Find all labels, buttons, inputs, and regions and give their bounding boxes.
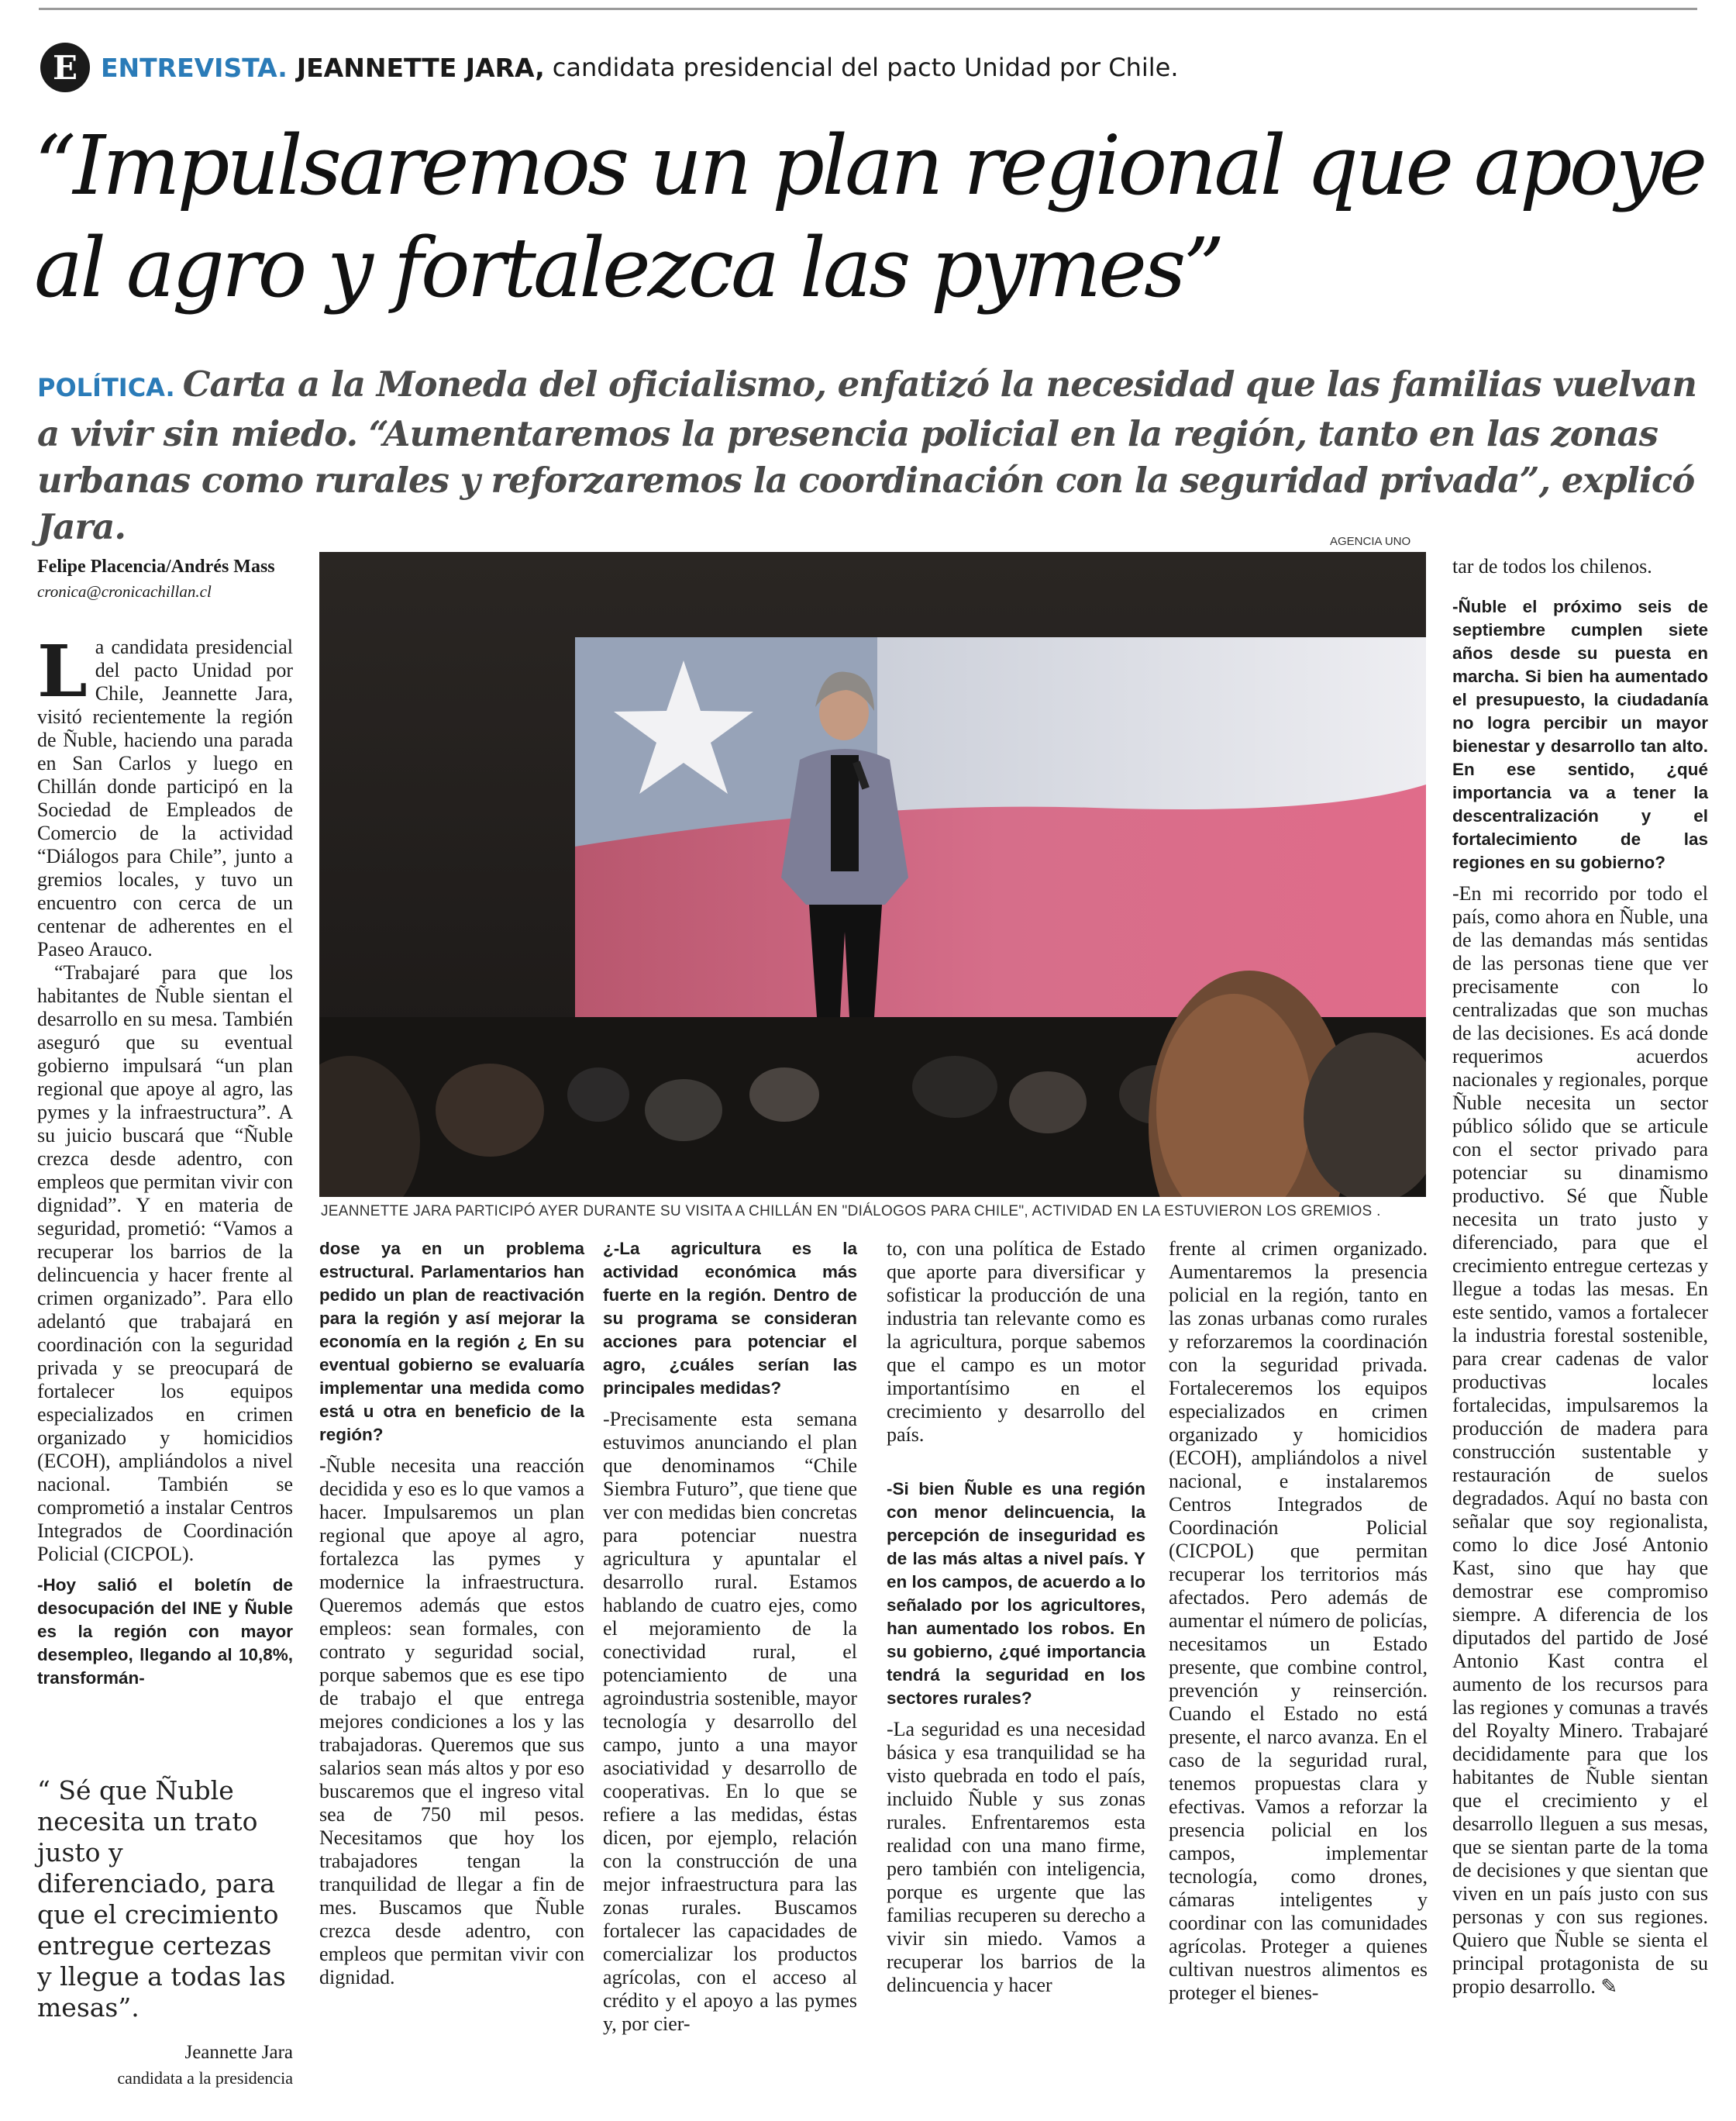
dropcap: L bbox=[37, 629, 88, 713]
col5-answer: frente al crimen organizado. Aumentaremos la presencia policial en la región, tanto en las zonas urbanas como rurales y reforzaremos la coordinación con la seguridad privada. Fortaleceremos los equipos especializados en crimen organizado y homicidios (ECOH), ampliándolos a nivel nacional, e instalaremos Centros Integrados de Coordinación Policial (CICPOL) que permitan recuperar los territorios más afectados. Pero además de aumentar el número de policías, necesitamos un Estado presente, que combine control, prevención y reinserción. Cuando el Estado no está presente, el narco avanza. En el caso de la seguridad rural, tenemos propuestas clara y efectivas. Vamos a reforzar la presencia policial en los campos, implementar tecnología, como drones, cámaras inteligentes y coordinar con las comunidades agrícolas. Proteger a quienes cultivan nuestros alimentos es proteger el bienes- bbox=[1169, 1237, 1428, 2004]
headline: “Impulsaremos un plan regional que apoye al agro y fortalezca las pymes” bbox=[34, 118, 1705, 316]
pull-quote-text: “ Sé que Ñuble necesita un trato justo y diferenciado, para que el crecimiento entregue certezas y llegue a todas las mesas”. bbox=[37, 1775, 286, 2023]
photo-credit: AGENCIA UNO bbox=[1330, 535, 1411, 548]
col6-answer-1: tar de todos los chilenos. bbox=[1452, 555, 1652, 578]
end-mark-icon: ✎ bbox=[1600, 1975, 1618, 1998]
col3-answer: -Precisamente esta semana estuvimos anunciando el plan que denominamos “Chile Siembra Futuro”, que tiene que ver con medidas bien concretas para potenciar nuestra agricultura y apuntalar el desarrollo rural. Estamos hablando de cuatro ejes, como el mejoramiento de la conectividad rural, el potenciamiento de una agroindustria sostenible, mayor tecnología y desarrollo del campo, junto a una mayor asociatividad y desarrollo de cooperativas. En lo que se refiere a las medidas, éstas dicen, por ejemplo, relación con la construcción de una mejor infraestructura para las zonas rurales. Buscamos fortalecer las capacidades de comercializar los productos agrícolas, con el acceso al crédito y el apoyo a las pymes y, por cier- bbox=[603, 1408, 857, 2035]
col4-question: -Si bien Ñuble es una región con menor delincuencia, la percepción de inseguridad es de las más altas a nivel país. Y en los campos, de acuerdo a lo señalado por los agricultores, han aumentado los robos. En su gobierno, ¿qué importancia tendrá la seguridad en los sectores rurales? bbox=[887, 1479, 1145, 1708]
byline-email[interactable]: cronica@cronicachillan.cl bbox=[37, 582, 212, 601]
byline-authors: Felipe Placencia/Andrés Mass bbox=[37, 557, 275, 577]
lead-text: a candidata presidencial del pacto Unidad por Chile, Jeannette Jara, visitó recientemente la región de Ñuble, haciendo una parada en San Carlos y luego en Chillán donde participó en la Sociedad de Empleados de Comercio de la actividad “Diálogos para Chile”, junto a gremios locales, y tuvo un encuentro con cerca de un centenar de adherentes en el Paseo Arauco. bbox=[37, 636, 293, 960]
column-2 bbox=[319, 1237, 584, 1989]
column-6 bbox=[1452, 555, 1708, 1999]
byline bbox=[37, 557, 293, 602]
kicker-name: JEANNETTE JARA, bbox=[296, 52, 545, 83]
deck bbox=[37, 361, 1703, 550]
column-4 bbox=[887, 1237, 1145, 1997]
column-1 bbox=[37, 629, 293, 1698]
col6-answer-2 bbox=[1452, 882, 1708, 1999]
pull-quote-title: candidata a la presidencia bbox=[117, 2068, 293, 2088]
col1-question: -Hoy salió el boletín de desocupación del INE y Ñuble es la región con mayor desempleo, llegando al 10,8%, transformán- bbox=[37, 1575, 293, 1688]
column-3 bbox=[603, 1237, 857, 2036]
col3-question: ¿-La agricultura es la actividad económica más fuerte en la región. Dentro de su programa se consideran acciones para potenciar el agro, ¿cuáles serían las principales medidas? bbox=[603, 1239, 857, 1398]
kicker-section: ENTREVISTA. bbox=[101, 52, 288, 83]
section-badge: E bbox=[40, 43, 90, 92]
lead-paragraph bbox=[37, 629, 293, 961]
photo-caption: JEANNETTE JARA PARTICIPÓ AYER DURANTE SU VISITA A CHILLÁN EN "DIÁLOGOS PARA CHILE", ACTIVIDAD EN LA ESTUVIERON LOS GREMIOS . bbox=[321, 1203, 1381, 1219]
top-rule bbox=[39, 8, 1697, 10]
pull-quote bbox=[37, 1775, 293, 2088]
col1-paragraph-2: “Trabajaré para que los habitantes de Ñuble sientan el desarrollo en su mesa. También aseguró que su eventual gobierno impulsará “un plan regional que apoye al agro, las pymes y la infraestructura”. A su juicio buscará que “Ñuble crezca desde adentro, con empleos que permitan vivir con dignidad”. Y en materia de seguridad, prometió: “Vamos a recuperar los barrios de la delincuencia y hacer frente al crimen organizado”. Para ello adelantó que trabajará en coordinación con la seguridad privada y se preocupará de fortalecer los equipos especializados en crimen organizado y homicidios (ECOH), ampliándolos a nivel nacional. También se comprometió a instalar Centros Integrados de Coordinación Policial (CICPOL). bbox=[37, 961, 293, 1565]
deck-text: Carta a la Moneda del oficialismo, enfatizó la necesidad que las familias vuelvan a vivir sin miedo. “Aumentaremos la presencia policial en la región, tanto en las zonas urbanas como rurales y reforzaremos la coordinación con la seguridad privada”, explicó Jara. bbox=[37, 364, 1697, 547]
col4-answer-2: -La seguridad es una necesidad básica y esa tranquilidad se ha visto quebrada en todo el país, incluido Ñuble y sus zonas rurales. Enfrentaremos esta realidad con una mano firme, pero también con inteligencia, porque es urgente que las familias recuperen su derecho a vivir sin miedo. Vamos a recuperar los barrios de la delincuencia y hacer bbox=[887, 1718, 1145, 1996]
column-5 bbox=[1169, 1237, 1428, 2005]
pull-quote-name: Jeannette Jara bbox=[184, 2042, 293, 2063]
col6-question: -Ñuble el próximo seis de septiembre cumplen siete años desde su puesta en marcha. Si bien ha aumentado el presupuesto, la ciudadanía no logra percibir un mayor bienestar y desarrollo tan alto. En ese sentido, ¿qué importancia va a tener la descentralización y el fortalecimiento de las regiones en su gobierno? bbox=[1452, 597, 1708, 872]
kicker-role: candidata presidencial del pacto Unidad por Chile. bbox=[552, 53, 1179, 82]
deck-section: POLÍTICA. bbox=[37, 373, 175, 402]
col2-question: dose ya en un problema estructural. Parlamentarios han pedido un plan de reactivación para la región y así mejorar la economía en la región ¿ En su eventual gobierno se evaluaría implementar una medida como está u otra en beneficio de la región? bbox=[319, 1239, 584, 1444]
kicker bbox=[40, 40, 1707, 95]
col4-answer-1: to, con una política de Estado que aporte para diversificar y sofisticar la producción de una industria tan relevante como es la agricultura, porque sabemos que el campo es un motor importantísimo en el crecimiento y desarrollo del país. bbox=[887, 1237, 1145, 1446]
main-photo bbox=[319, 552, 1426, 1197]
col2-answer: -Ñuble necesita una reacción decidida y eso es lo que vamos a hacer. Impulsaremos un plan regional que apoye al agro, fortalezca las pymes y modernice la infraestructura. Queremos además que estos empleos: sean formales, con contrato y seguridad social, porque sabemos que es ese tipo de trabajo el que entrega mejores condiciones a los y las trabajadoras. Queremos que sus salarios sean más altos y por eso buscaremos que el ingreso vital sea de 750 mil pesos. Necesitamos que hoy los trabajadores tengan la tranquilidad de llegar a fin de mes. Buscamos que Ñuble crezca desde adentro, con empleos que permitan vivir con dignidad. bbox=[319, 1454, 584, 1988]
col6-answer-2-text: -En mi recorrido por todo el país, como ahora en Ñuble, una de las demandas más sentidas de las personas tiene que ver precisamente con lo centralizadas que son muchas de las decisiones. Es acá donde requerimos acuerdos nacionales y regionales, porque Ñuble necesita un sector público sólido que se articule con el sector privado para potenciar su dinamismo productivo. Sé que Ñuble necesita un trato justo y diferenciado, para que el crecimiento entregue certezas y llegue a todas las mesas. En este sentido, vamos a fortalecer la industria forestal sostenible, para crear cadenas de valor productivas locales fortalecidas, impulsaremos la producción de madera para construcción sustentable y restauración de suelos degradados. Aquí no basta con señalar que soy regionalista, como lo dice José Antonio Kast, sino que hay que demostrar ese compromiso siempre. A diferencia de los diputados del partido de José Antonio Kast contra el aumento de los recursos para las regiones y comunas a través del Royalty Minero. Trabajaré decididamente para que los habitantes de Ñuble sientan que el crecimiento y el desarrollo lleguen a sus mesas, que se sientan parte de la toma de decisiones y que sientan que viven en un país justo con sus personas y con sus regiones. Quiero que Ñuble se sienta el principal protagonista de su propio desarrollo. bbox=[1452, 882, 1708, 1998]
